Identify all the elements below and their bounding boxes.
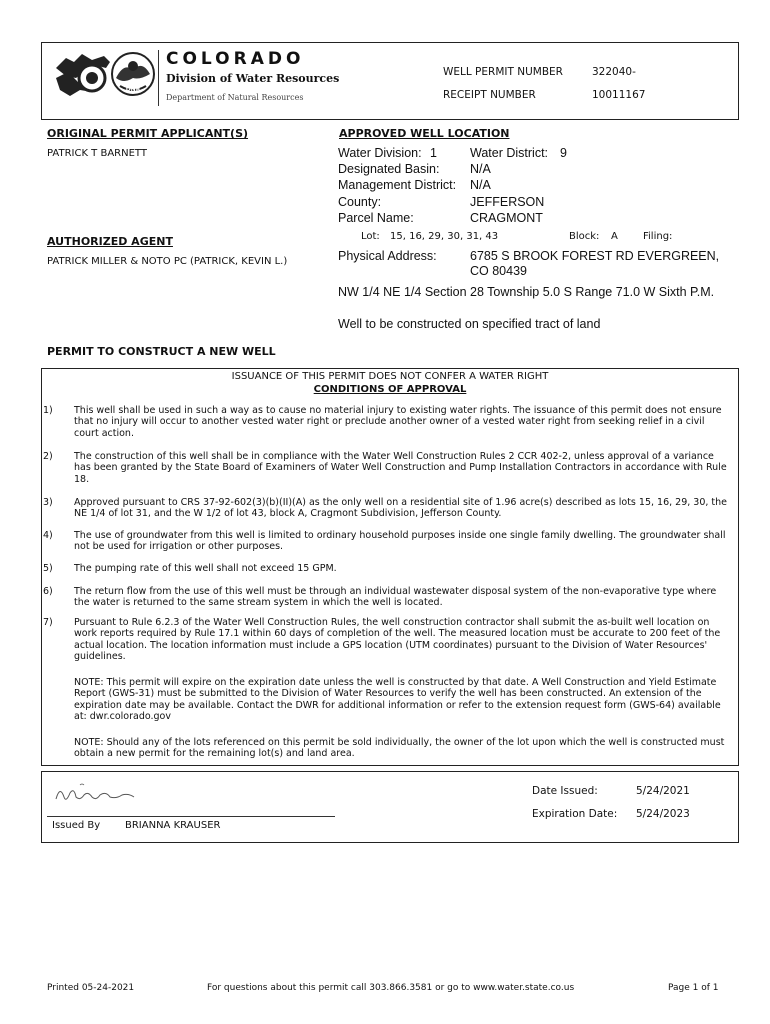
condition-number: 3)	[43, 497, 53, 508]
block-label: Block:	[569, 231, 600, 242]
issued-by-label: Issued By	[52, 820, 101, 831]
applicant-heading: ORIGINAL PERMIT APPLICANT(S)	[47, 127, 249, 140]
address-label: Physical Address:	[338, 249, 437, 263]
lot-label: Lot:	[361, 231, 380, 242]
lot-value: 15, 16, 29, 30, 31, 43	[390, 231, 499, 242]
signature-icon	[52, 779, 142, 807]
block-value: A	[611, 231, 618, 242]
tract-note: Well to be constructed on specified tract of land	[338, 317, 601, 331]
parcel-label: Parcel Name:	[338, 211, 414, 225]
signature-line	[47, 816, 335, 817]
basin-label: Designated Basin:	[338, 162, 440, 176]
management-district: N/A	[470, 178, 491, 192]
filing-label: Filing:	[643, 231, 673, 242]
state-name: COLORADO	[166, 49, 305, 69]
condition-text: Approved pursuant to CRS 37-92-602(3)(b)(II)(A) as the only well on a residential site of 1.96 acre(s) described as lots 15, 16, 29, 30, the NE 1/4 of lot 31, and the W 1/2 of lot 43, block A, Cragmont Subdivision, Jefferson County.	[74, 497, 727, 520]
dnr-seal-icon	[110, 50, 156, 100]
expiration-date: 5/24/2023	[636, 808, 690, 820]
lots-note: NOTE: Should any of the lots referenced on this permit be sold individually, the owner of the lot upon which the well is constructed must obtain a new permit for the remaining lot(s) and land area.	[74, 737, 725, 760]
receipt-number-label: RECEIPT NUMBER	[443, 89, 536, 101]
agent-heading: AUTHORIZED AGENT	[47, 235, 173, 248]
permit-title: PERMIT TO CONSTRUCT A NEW WELL	[47, 345, 276, 358]
county: JEFFERSON	[470, 195, 545, 209]
division-name: Division of Water Resources	[166, 72, 340, 85]
county-label: County:	[338, 195, 382, 209]
parcel: CRAGMONT	[470, 211, 543, 225]
logo-divider	[158, 50, 159, 106]
condition-number: 4)	[43, 530, 53, 541]
legal-description: NW 1/4 NE 1/4 Section 28 Township 5.0 S Range 71.0 W Sixth P.M.	[338, 285, 715, 299]
contact-info: For questions about this permit call 303.866.3581 or go to www.water.state.co.us	[207, 983, 575, 993]
water-division: 1	[430, 146, 437, 160]
condition-number: 5)	[43, 563, 53, 574]
address-line2: CO 80439	[470, 264, 527, 278]
basin: N/A	[470, 162, 491, 176]
conditions-disclaimer: ISSUANCE OF THIS PERMIT DOES NOT CONFER A WATER RIGHT	[231, 371, 549, 382]
location-heading: APPROVED WELL LOCATION	[339, 127, 510, 140]
agent-name: PATRICK MILLER & NOTO PC (PATRICK, KEVIN L.)	[47, 256, 288, 267]
issuance-box	[41, 771, 739, 843]
condition-text: The construction of this well shall be in compliance with the Water Well Construction Rules 2 CCR 402-2, unless approval of a variance has been granted by the State Board of Examiners of Water Well Construction and Pump Installation Contractors in accordance with Rule 18.	[74, 451, 727, 485]
expiration-label: Expiration Date:	[532, 808, 618, 820]
dnr-seal-text: DNR	[125, 86, 141, 93]
condition-text: The pumping rate of this well shall not exceed 15 GPM.	[74, 563, 337, 574]
issued-by-name: BRIANNA KRAUSER	[125, 820, 221, 831]
department-name: Department of Natural Resources	[166, 93, 304, 102]
applicant-name: PATRICK T BARNETT	[47, 148, 147, 159]
conditions-heading: CONDITIONS OF APPROVAL	[313, 384, 467, 395]
condition-text: This well shall be used in such a way as to cause no material injury to existing water rights. The issuance of this permit does not ensure that no injury will occur to another vested water right or preclude another owner of a vested water right from seeking relief in a civil court action.	[74, 405, 722, 439]
water-district-label: Water District:	[470, 146, 549, 160]
condition-number: 7)	[43, 617, 53, 628]
date-issued-label: Date Issued:	[532, 785, 598, 797]
condition-text: The use of groundwater from this well is limited to ordinary household purposes inside one single family dwelling. The groundwater shall not be used for irrigation or other purposes.	[74, 530, 726, 553]
receipt-number: 10011167	[592, 89, 646, 101]
water-division-label: Water Division:	[338, 146, 422, 160]
condition-text: The return flow from the use of this well must be through an individual wastewater disposal system of the non-evaporative type where the water is returned to the same stream system in which the well is located.	[74, 586, 717, 609]
address-line1: 6785 S BROOK FOREST RD EVERGREEN,	[470, 249, 720, 263]
colorado-logo	[52, 48, 160, 104]
page-number: Page 1 of 1	[668, 983, 719, 993]
expiration-note: NOTE: This permit will expire on the expiration date unless the well is constructed by that date. A Well Construction and Yield Estimate Report (GWS-31) must be submitted to the Division of Water Resources to verify the well has been constructed. An extension of the expiration date may be available. Contact the DWR for additional information or refer to the extension request form (GWS-64) available at: dwr.colorado.gov	[74, 677, 721, 723]
condition-number: 1)	[43, 405, 53, 416]
condition-text: Pursuant to Rule 6.2.3 of the Water Well Construction Rules, the well construction contractor shall submit the as-built well location on work reports required by Rule 17.1 within 60 days of completion of the well. The measured location must be accurate to 200 feet of the actual location. The location information must include a GPS location (UTM coordinates) pursuant to the Division of Water Resources' guidelines.	[74, 617, 721, 663]
condition-number: 2)	[43, 451, 53, 462]
permit-number: 322040-	[592, 66, 636, 78]
printed-date: Printed 05-24-2021	[47, 983, 135, 993]
water-district: 9	[560, 146, 567, 160]
date-issued: 5/24/2021	[636, 785, 690, 797]
permit-number-label: WELL PERMIT NUMBER	[443, 66, 563, 78]
management-district-label: Management District:	[338, 178, 457, 192]
condition-number: 6)	[43, 586, 53, 597]
